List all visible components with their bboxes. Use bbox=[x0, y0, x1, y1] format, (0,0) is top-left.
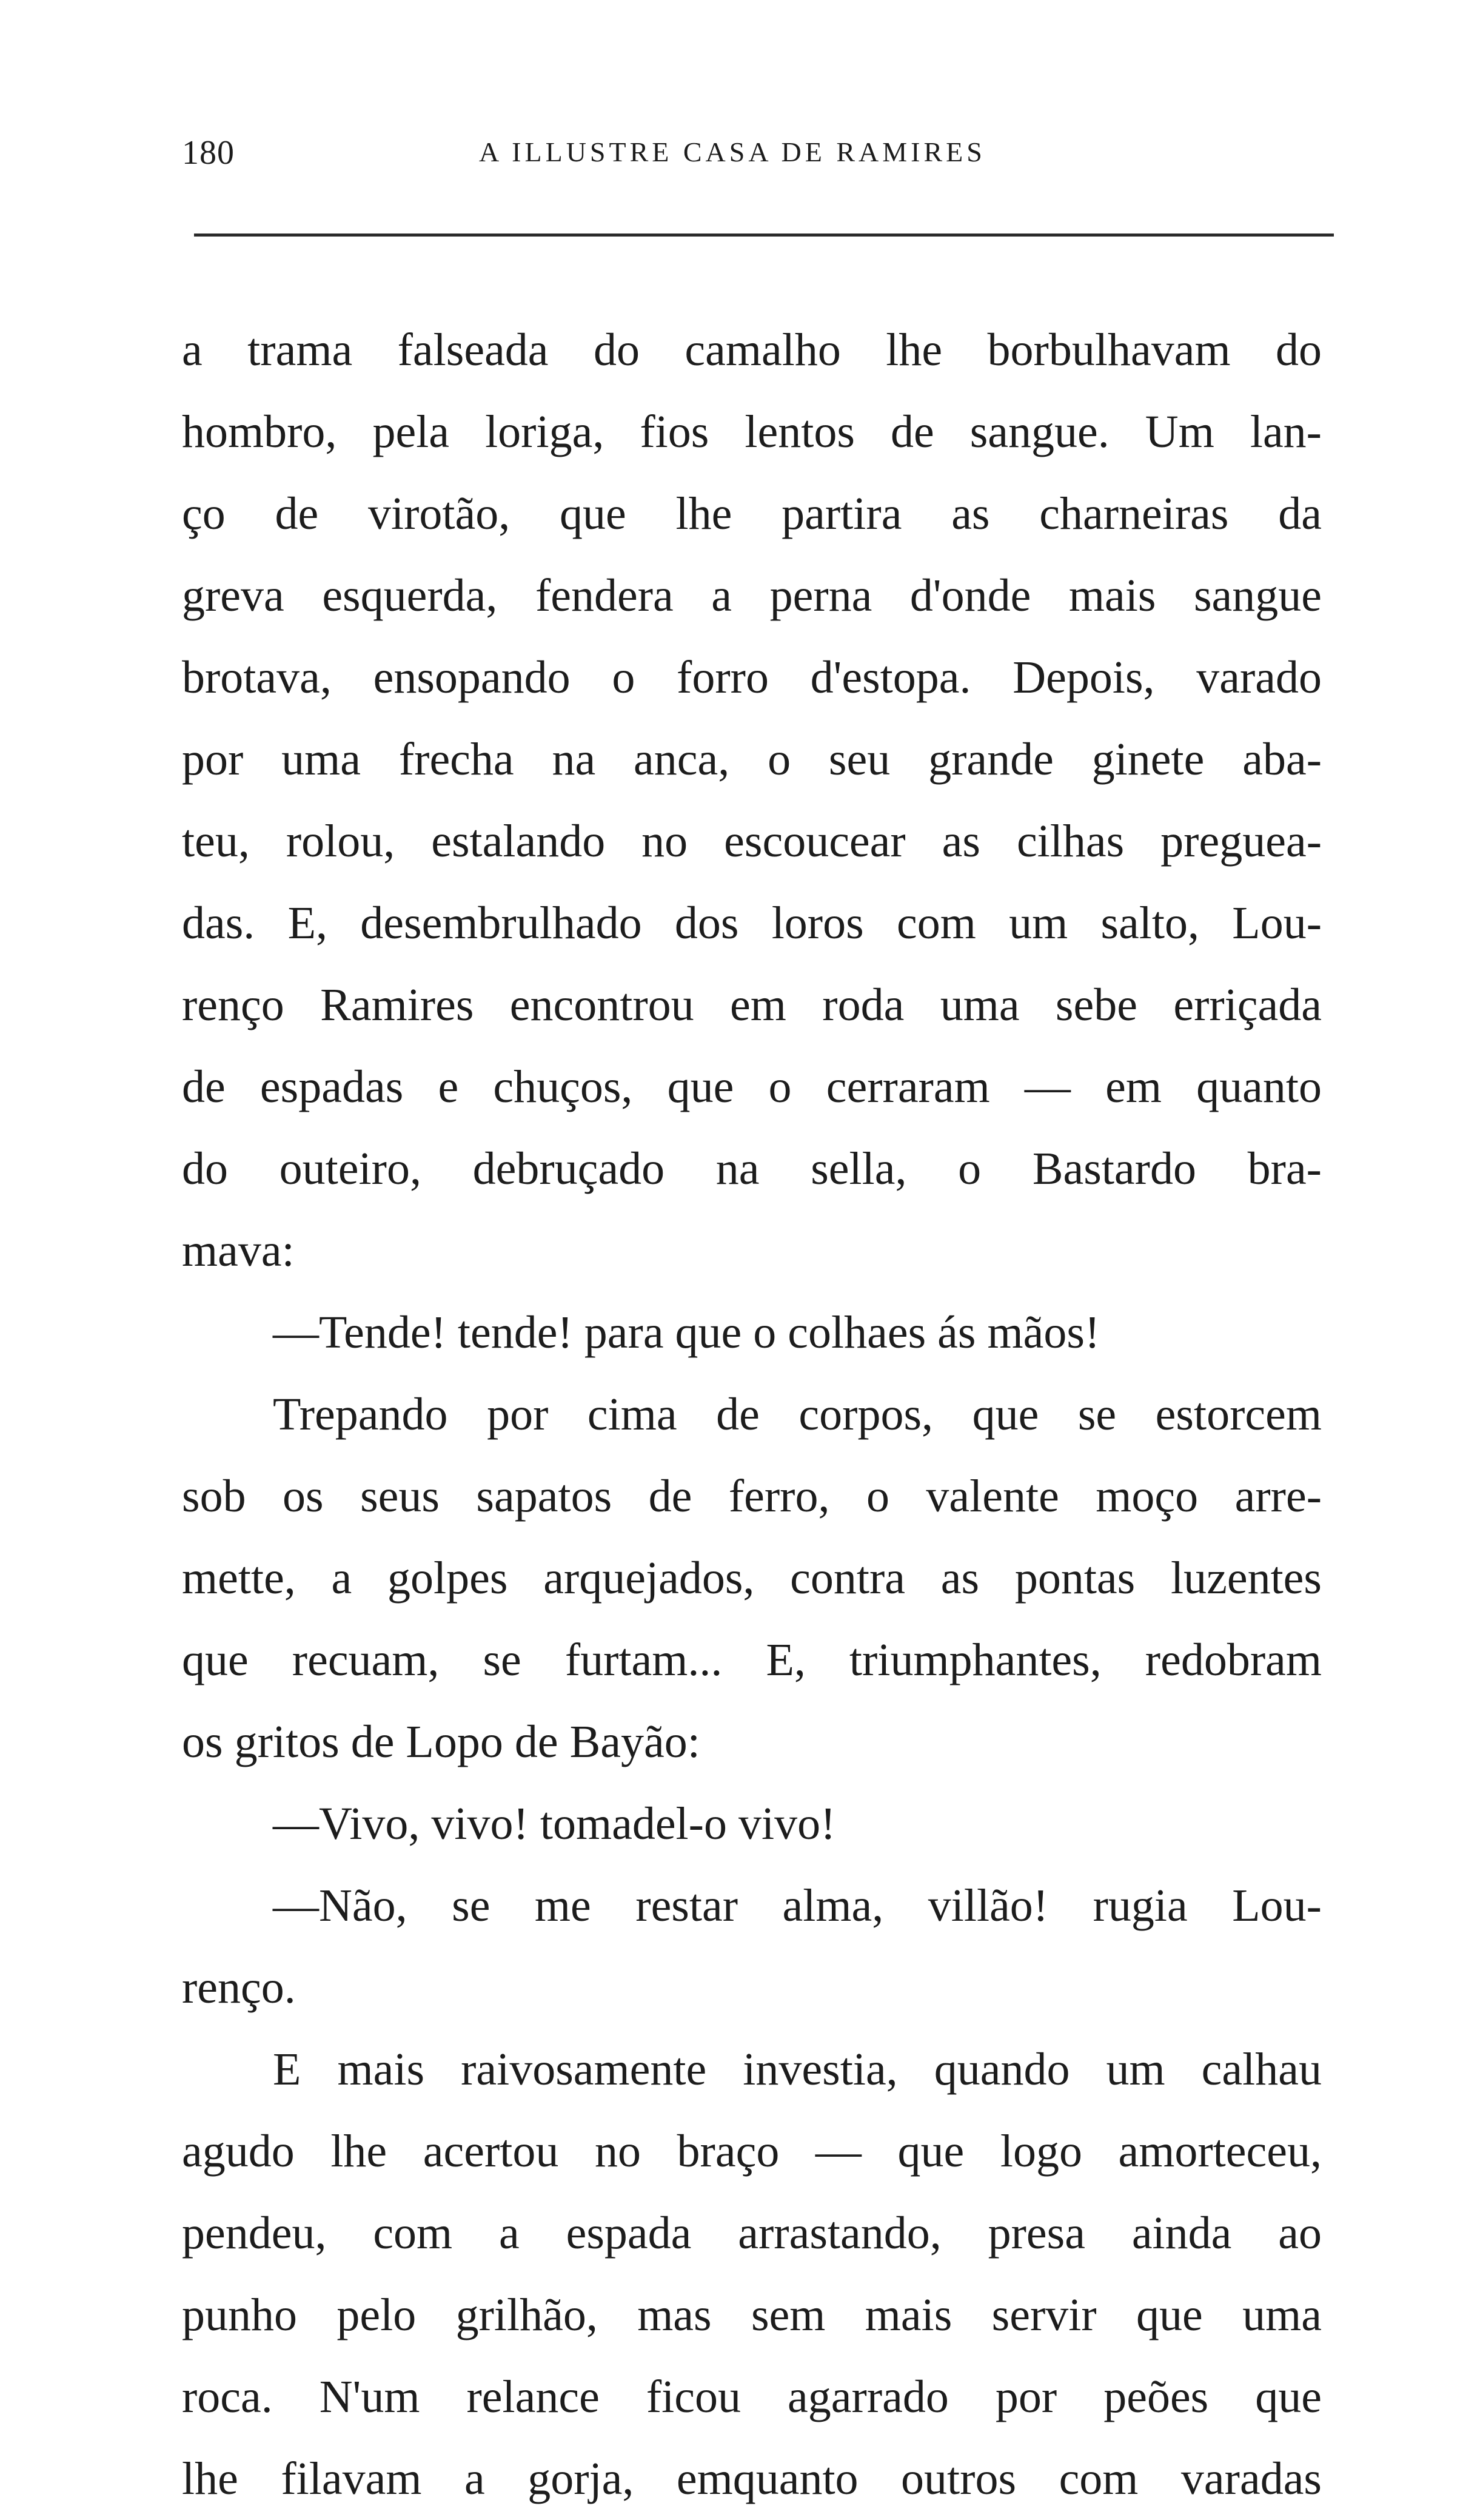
header-rule bbox=[194, 234, 1334, 237]
text-line: roca. N'um relance ficou agarrado por peões que bbox=[182, 2371, 1322, 2422]
text-line: lhe filavam a gorja, emquanto outros com varadas bbox=[182, 2453, 1322, 2504]
text-line: mette, a golpes arquejados, contra as pontas luzentes bbox=[182, 1553, 1322, 1604]
text-line: das. E, desembrulhado dos loros com um salto, Lou- bbox=[182, 898, 1322, 949]
text-line: renço Ramires encontrou em roda uma sebe erriçada bbox=[182, 979, 1322, 1030]
page-number: 180 bbox=[182, 134, 235, 172]
text-line: de espadas e chuços, que o cerraram — em quanto bbox=[182, 1061, 1322, 1112]
text-line: greva esquerda, fendera a perna d'onde mais sangue bbox=[182, 570, 1322, 621]
text-line: brotava, ensopando o forro d'estopa. Depois, varado bbox=[182, 652, 1322, 703]
text-line: pendeu, com a espada arrastando, presa ainda ao bbox=[182, 2208, 1322, 2259]
text-line: punho pelo grilhão, mas sem mais servir que uma bbox=[182, 2290, 1322, 2340]
text-line: do outeiro, debruçado na sella, o Bastardo bra- bbox=[182, 1143, 1322, 1194]
running-title: A ILLUSTRE CASA DE RAMIRES bbox=[479, 136, 986, 167]
page-header bbox=[182, 133, 1334, 200]
text-line: a trama falseada do camalho lhe borbulhavam do bbox=[182, 324, 1322, 375]
text-line: teu, rolou, estalando no escoucear as cilhas preguea- bbox=[182, 816, 1322, 867]
text-line: por uma frecha na anca, o seu grande ginete aba- bbox=[182, 734, 1322, 785]
text-line: agudo lhe acertou no braço — que logo amorteceu, bbox=[182, 2126, 1322, 2177]
paragraph-start-line: E mais raivosamente investia, quando um calhau bbox=[273, 2044, 1322, 2095]
text-line: sob os seus sapatos de ferro, o valente moço arre- bbox=[182, 1471, 1322, 1522]
text-line: ço de virotão, que lhe partira as charneiras da bbox=[182, 488, 1322, 539]
body-text bbox=[182, 309, 1322, 2520]
dialogue-line: —Vivo, vivo! tomadel-o vivo! bbox=[273, 1798, 836, 1849]
text-line: os gritos de Lopo de Bayão: bbox=[182, 1716, 700, 1767]
dialogue-line: —Tende! tende! para que o colhaes ás mãos! bbox=[273, 1307, 1100, 1358]
text-line: que recuam, se furtam... E, triumphantes, redobram bbox=[182, 1635, 1322, 1685]
paragraph-start-line: Trepando por cima de corpos, que se estorcem bbox=[273, 1389, 1322, 1440]
text-line: hombro, pela loriga, fios lentos de sangue. Um lan- bbox=[182, 406, 1322, 457]
text-line: renço. bbox=[182, 1962, 296, 2013]
dialogue-line: —Não, se me restar alma, villão! rugia Lou- bbox=[273, 1880, 1322, 1931]
text-line: mava: bbox=[182, 1225, 295, 1276]
